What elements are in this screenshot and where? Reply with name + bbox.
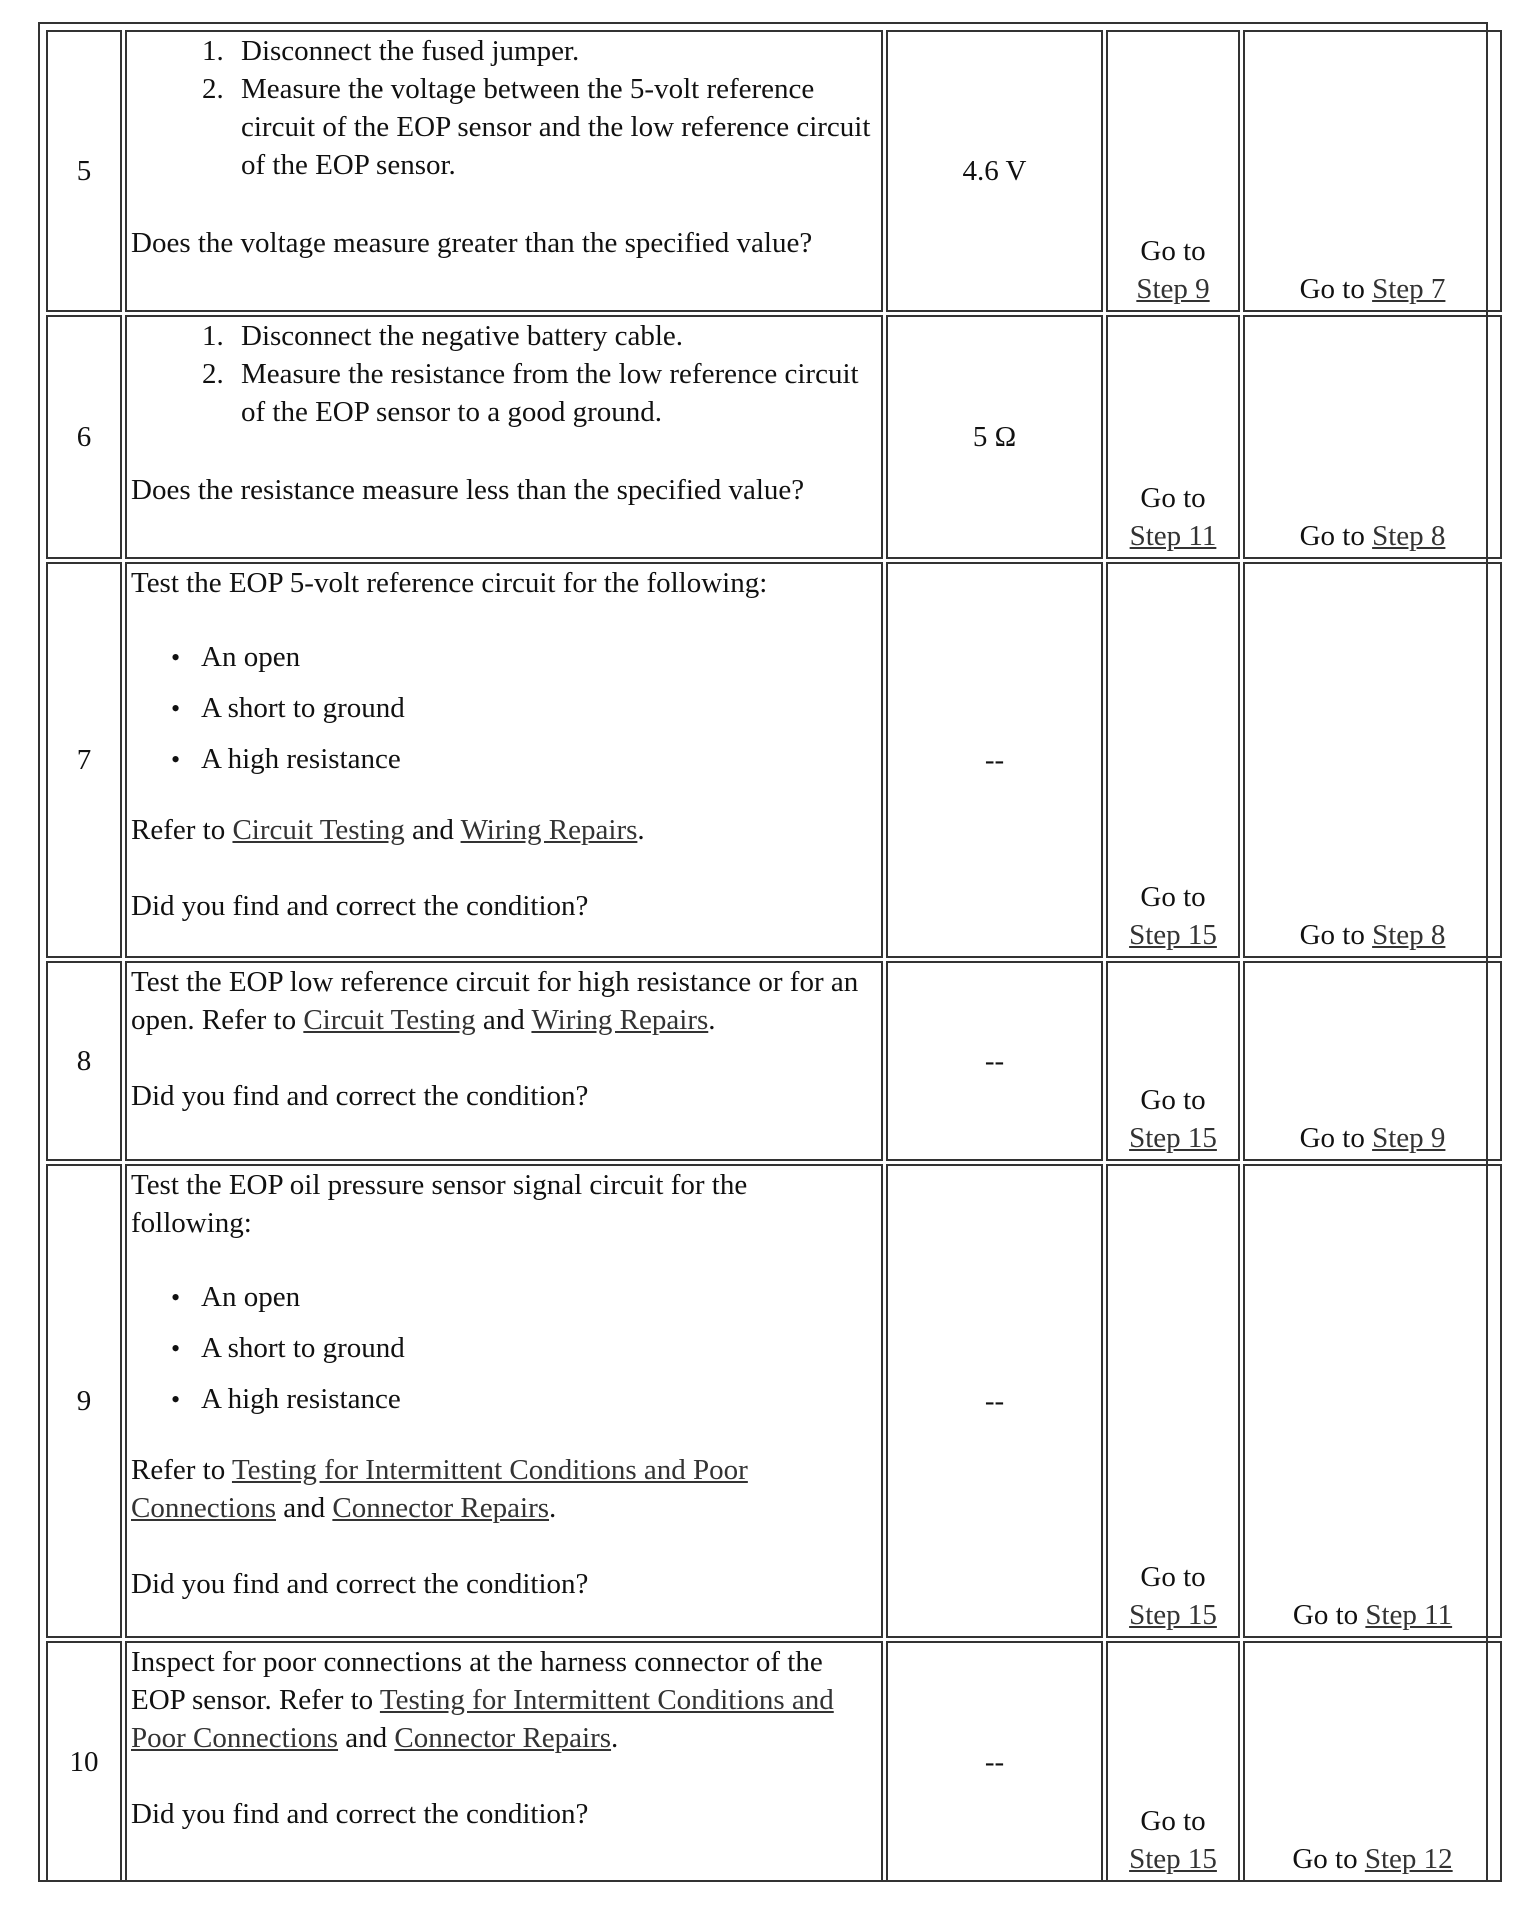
list-item: • A high resistance xyxy=(201,1374,873,1425)
yes-action xyxy=(1106,30,1240,312)
goto-label: Go to xyxy=(1140,1805,1206,1837)
step-link[interactable]: Step 15 xyxy=(1129,1599,1217,1631)
step-number: 6 xyxy=(46,315,122,559)
goto-label: Go to xyxy=(1140,482,1206,514)
diagnostic-table-frame xyxy=(38,22,1488,1882)
period: . xyxy=(637,814,645,846)
yes-action xyxy=(1106,1641,1240,1882)
body-text: Test the EOP low reference circuit for high resistance or for an open. Refer to xyxy=(131,966,859,1036)
link-intermittent-conditions[interactable]: Testing for Intermittent Conditions and Poor Connections xyxy=(131,1684,834,1754)
step-link[interactable]: Step 9 xyxy=(1136,273,1210,305)
bullet-list xyxy=(131,1272,873,1425)
table-row xyxy=(46,961,1502,1161)
intro-text: Test the EOP 5-volt reference circuit for the following: xyxy=(131,567,768,599)
spec-value: -- xyxy=(886,961,1103,1161)
conjunction: and xyxy=(283,1492,326,1524)
goto-label: Go to xyxy=(1140,235,1206,267)
period: . xyxy=(549,1492,557,1524)
list-item: • An open xyxy=(201,1272,873,1323)
link-connector-repairs[interactable]: Connector Repairs xyxy=(394,1722,612,1754)
instruction-text xyxy=(131,1643,873,1757)
list-item: 2. Measure the voltage between the 5-volt reference circuit of the EOP sensor and the low reference circuit of the EOP sensor. xyxy=(231,70,873,184)
spec-value: -- xyxy=(886,1641,1103,1882)
period: . xyxy=(708,1004,716,1036)
conjunction: and xyxy=(345,1722,388,1754)
question-text: Did you find and correct the condition? xyxy=(131,1568,589,1600)
yes-action xyxy=(1106,315,1240,559)
link-intermittent-conditions[interactable]: Testing for Intermittent Conditions and Poor Connections xyxy=(131,1454,748,1524)
refer-prefix: Refer to xyxy=(131,1454,226,1486)
step-link[interactable]: Step 8 xyxy=(1372,919,1446,951)
step-number: 7 xyxy=(46,562,122,958)
refer-text xyxy=(131,1451,873,1527)
goto-label: Go to xyxy=(1299,273,1365,305)
link-circuit-testing[interactable]: Circuit Testing xyxy=(232,814,405,846)
spec-value: 5 Ω xyxy=(886,315,1103,559)
table-row xyxy=(46,1164,1502,1638)
question-text: Did you find and correct the condition? xyxy=(131,890,589,922)
goto-label: Go to xyxy=(1292,1843,1358,1875)
step-number: 9 xyxy=(46,1164,122,1638)
no-action xyxy=(1243,1164,1502,1638)
action-cell xyxy=(125,30,883,312)
goto-label: Go to xyxy=(1299,520,1365,552)
goto-label: Go to xyxy=(1140,1561,1206,1593)
list-item: 1. Disconnect the fused jumper. xyxy=(231,32,873,70)
diagnostic-table xyxy=(43,27,1505,1885)
list-item: • A short to ground xyxy=(201,683,873,734)
link-connector-repairs[interactable]: Connector Repairs xyxy=(332,1492,550,1524)
question-text: Did you find and correct the condition? xyxy=(131,1080,589,1112)
table-row xyxy=(46,1641,1502,1882)
step-link[interactable]: Step 11 xyxy=(1365,1599,1453,1631)
table-row xyxy=(46,315,1502,559)
no-action xyxy=(1243,315,1502,559)
conjunction: and xyxy=(411,814,454,846)
step-link[interactable]: Step 11 xyxy=(1129,520,1217,552)
question-text: Does the voltage measure greater than the specified value? xyxy=(131,227,813,259)
yes-action xyxy=(1106,562,1240,958)
step-number: 5 xyxy=(46,30,122,312)
goto-label: Go to xyxy=(1299,1122,1365,1154)
refer-prefix: Refer to xyxy=(131,814,226,846)
instruction-text xyxy=(131,963,873,1039)
table-row xyxy=(46,562,1502,958)
spec-value: 4.6 V xyxy=(886,30,1103,312)
step-link[interactable]: Step 12 xyxy=(1364,1843,1453,1875)
goto-label: Go to xyxy=(1140,881,1206,913)
step-number: 8 xyxy=(46,961,122,1161)
link-circuit-testing[interactable]: Circuit Testing xyxy=(303,1004,476,1036)
step-link[interactable]: Step 8 xyxy=(1372,520,1446,552)
instruction-list xyxy=(131,32,873,184)
action-cell xyxy=(125,315,883,559)
yes-action xyxy=(1106,1164,1240,1638)
link-wiring-repairs[interactable]: Wiring Repairs xyxy=(460,814,638,846)
step-link[interactable]: Step 15 xyxy=(1129,919,1217,951)
no-action xyxy=(1243,30,1502,312)
goto-label: Go to xyxy=(1292,1599,1359,1631)
list-item: • An open xyxy=(201,632,873,683)
period: . xyxy=(611,1722,619,1754)
no-action xyxy=(1243,961,1502,1161)
action-cell xyxy=(125,961,883,1161)
yes-action xyxy=(1106,961,1240,1161)
table-row xyxy=(46,30,1502,312)
step-number: 10 xyxy=(46,1641,122,1882)
link-wiring-repairs[interactable]: Wiring Repairs xyxy=(531,1004,709,1036)
goto-label: Go to xyxy=(1299,919,1365,951)
action-cell xyxy=(125,1164,883,1638)
goto-label: Go to xyxy=(1140,1084,1206,1116)
question-text: Did you find and correct the condition? xyxy=(131,1798,589,1830)
action-cell xyxy=(125,1641,883,1882)
step-link[interactable]: Step 15 xyxy=(1129,1843,1217,1875)
body-text: Inspect for poor connections at the harness connector of the EOP sensor. Refer to xyxy=(131,1646,823,1716)
conjunction: and xyxy=(482,1004,525,1036)
step-link[interactable]: Step 9 xyxy=(1372,1122,1446,1154)
refer-text xyxy=(131,811,873,849)
no-action xyxy=(1243,562,1502,958)
list-item: • A short to ground xyxy=(201,1323,873,1374)
spec-value: -- xyxy=(886,1164,1103,1638)
instruction-list xyxy=(131,317,873,431)
bullet-list xyxy=(131,632,873,785)
question-text: Does the resistance measure less than the specified value? xyxy=(131,474,805,506)
intro-text: Test the EOP oil pressure sensor signal circuit for the following: xyxy=(131,1169,748,1239)
step-link[interactable]: Step 15 xyxy=(1129,1122,1217,1154)
spec-value: -- xyxy=(886,562,1103,958)
list-item: 1. Disconnect the negative battery cable. xyxy=(231,317,873,355)
action-cell xyxy=(125,562,883,958)
step-link[interactable]: Step 7 xyxy=(1372,273,1446,305)
no-action xyxy=(1243,1641,1502,1882)
list-item: • A high resistance xyxy=(201,734,873,785)
list-item: 2. Measure the resistance from the low reference circuit of the EOP sensor to a good ground. xyxy=(231,355,873,431)
